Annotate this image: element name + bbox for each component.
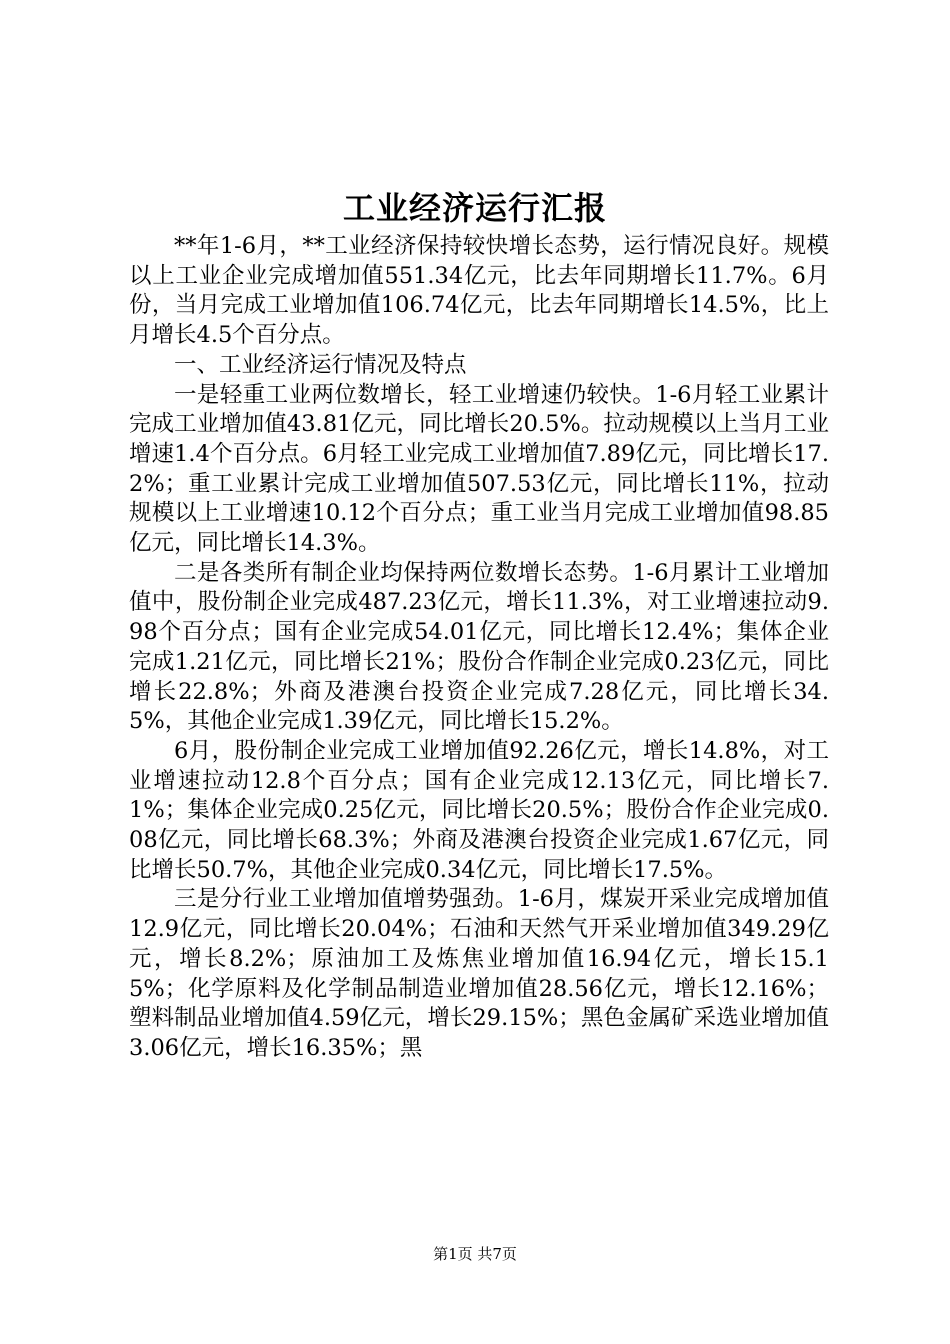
paragraph-by-industry: 三是分行业工业增加值增势强劲。1-6月，煤炭开采业完成增加值12.9亿元，同比增长20.04%；石油和天然气开采业增加值349.29亿元，增长8.2%；原油加工及炼焦业增加值16.94亿元，增长15.15%；化学原料及化学制品制造业增加值28.56亿元，增长12.16%；塑料制品业增加值4.59亿元，增长29.15%；黑色金属矿采选业增加值3.06亿元，增长16.35%；黑: [129, 886, 829, 1061]
document-title: 工业经济运行汇报: [342, 189, 607, 227]
paragraph-light-heavy-industry: 一是轻重工业两位数增长，轻工业增速仍较快。1-6月轻工业累计完成工业增加值43.81亿元，同比增长20.5%。拉动规模以上当月工业增速1.4个百分点。6月轻工业完成工业增加值7.89亿元，同比增长17.2%；重工业累计完成工业增加值507.53亿元，同比增长11%，拉动规模以上工业增速10.12个百分点；重工业当月完成工业增加值98.85亿元，同比增长14.3%。: [129, 381, 829, 557]
page-footer: 第1页 共7页: [433, 1245, 517, 1263]
section-heading: 一、工业经济运行情况及特点: [174, 351, 467, 378]
paragraph-ownership-types: 二是各类所有制企业均保持两位数增长态势。1-6月累计工业增加值中，股份制企业完成487.23亿元，增长11.3%，对工业增速拉动9.98个百分点；国有企业完成54.01亿元，同比增长12.4%；集体企业完成1.21亿元，同比增长21%；股份合作制企业完成0.23亿元，同比增长22.8%；外商及港澳台投资企业完成7.28亿元，同比增长34.5%，其他企业完成1.39亿元，同比增长15.2%。: [129, 559, 829, 735]
document-body: [129, 232, 829, 1064]
paragraph-june-ownership: 6月，股份制企业完成工业增加值92.26亿元，增长14.8%，对工业增速拉动12.8个百分点；国有企业完成12.13亿元，同比增长7.1%；集体企业完成0.25亿元，同比增长20.5%；股份合作企业完成0.08亿元，同比增长68.3%；外商及港澳台投资企业完成1.67亿元，同比增长50.7%，其他企业完成0.34亿元，同比增长17.5%。: [129, 737, 829, 883]
paragraph-intro: **年1-6月，**工业经济保持较快增长态势，运行情况良好。规模以上工业企业完成增加值551.34亿元，比去年同期增长11.7%。6月份，当月完成工业增加值106.74亿元，比去年同期增长14.5%，比上月增长4.5个百分点。: [129, 233, 829, 349]
